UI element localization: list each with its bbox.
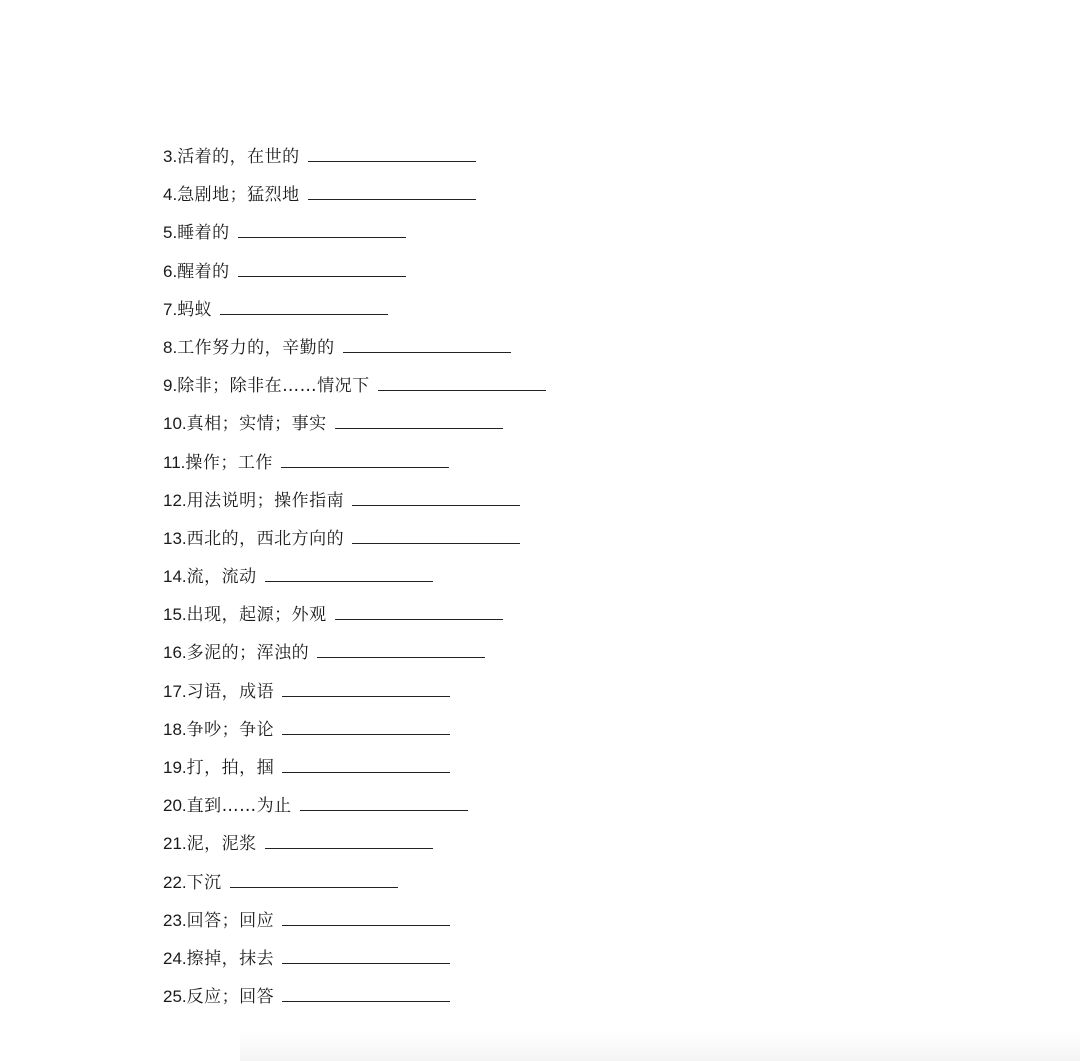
- list-item: [163, 601, 546, 639]
- item-prompt: 下沉: [186, 872, 222, 893]
- item-number: 9.: [163, 376, 178, 396]
- list-item: [163, 181, 546, 219]
- answer-blank[interactable]: [265, 563, 433, 582]
- item-prompt: 直到……为止: [186, 796, 292, 817]
- answer-blank[interactable]: [282, 983, 450, 1002]
- list-item: [163, 410, 546, 448]
- item-number: 15.: [163, 605, 187, 625]
- answer-blank[interactable]: [238, 258, 406, 277]
- item-number: 7.: [163, 299, 178, 319]
- answer-blank[interactable]: [335, 410, 503, 429]
- item-prompt: 急剧地；猛烈地: [177, 185, 300, 206]
- list-item: [163, 792, 546, 830]
- item-prompt: 真相；实情；事实: [186, 414, 327, 435]
- page-edge-shadow: [240, 1030, 1080, 1061]
- list-item: [163, 754, 546, 792]
- answer-blank[interactable]: [308, 181, 476, 200]
- answer-blank[interactable]: [378, 372, 546, 391]
- answer-blank[interactable]: [238, 219, 406, 238]
- item-number: 11.: [163, 452, 186, 472]
- list-item: [163, 907, 546, 945]
- answer-blank[interactable]: [265, 830, 433, 849]
- item-number: 12.: [163, 490, 187, 510]
- item-prompt: 睡着的: [177, 223, 230, 244]
- item-prompt: 出现，起源；外观: [186, 605, 327, 626]
- item-number: 19.: [163, 758, 187, 777]
- list-item: [163, 334, 546, 372]
- item-prompt: 活着的，在世的: [177, 147, 300, 167]
- answer-blank[interactable]: [282, 945, 450, 964]
- item-prompt: 操作；工作: [185, 452, 273, 473]
- item-prompt: 除非；除非在……情况下: [177, 376, 370, 397]
- answer-blank[interactable]: [343, 334, 511, 353]
- list-item: [163, 487, 546, 525]
- list-item: [163, 449, 546, 487]
- answer-blank[interactable]: [352, 525, 520, 544]
- list-item: [163, 143, 546, 181]
- list-item: [163, 639, 546, 677]
- answer-blank[interactable]: [308, 143, 476, 162]
- list-item: [163, 678, 546, 716]
- answer-blank[interactable]: [282, 907, 450, 926]
- list-item: [163, 945, 546, 983]
- list-item: [163, 372, 546, 410]
- item-number: 21.: [163, 834, 187, 854]
- list-item: [163, 983, 546, 1021]
- item-prompt: 反应；回答: [186, 987, 275, 1008]
- item-number: 16.: [163, 643, 187, 663]
- answer-blank[interactable]: [300, 792, 468, 811]
- item-number: 24.: [163, 948, 187, 968]
- item-prompt: 争吵；争论: [186, 719, 275, 740]
- item-prompt: 西北的，西北方向的: [186, 528, 345, 549]
- answer-blank[interactable]: [220, 296, 388, 315]
- item-prompt: 多泥的；浑浊的: [186, 643, 310, 664]
- list-item: [163, 830, 546, 868]
- item-number: 22.: [163, 872, 187, 892]
- item-number: 25.: [163, 987, 187, 1007]
- answer-blank[interactable]: [352, 487, 520, 506]
- list-item: [163, 525, 546, 563]
- item-number: 20.: [163, 796, 187, 816]
- vocabulary-list: [163, 143, 546, 1021]
- item-prompt: 醒着的: [177, 261, 230, 282]
- item-number: 18.: [163, 719, 187, 739]
- item-number: 10.: [163, 414, 187, 434]
- item-prompt: 擦掉，抹去: [186, 948, 275, 969]
- item-prompt: 回答；回应: [186, 910, 275, 931]
- item-number: 6.: [163, 261, 178, 281]
- item-number: 8.: [163, 337, 178, 357]
- item-number: 13.: [163, 528, 187, 548]
- item-prompt: 工作努力的，辛勤的: [177, 337, 335, 358]
- item-prompt: 打，拍，掴: [186, 758, 275, 778]
- answer-blank[interactable]: [230, 869, 398, 888]
- item-prompt: 蚂蚁: [177, 299, 213, 320]
- item-prompt: 泥，泥浆: [186, 834, 257, 855]
- item-prompt: 流，流动: [186, 567, 257, 588]
- answer-blank[interactable]: [282, 716, 450, 735]
- answer-blank[interactable]: [317, 639, 485, 658]
- item-number: 14.: [163, 567, 187, 587]
- answer-blank[interactable]: [282, 754, 450, 773]
- item-number: 17.: [163, 681, 187, 701]
- item-number: 3.: [163, 147, 178, 166]
- answer-blank[interactable]: [282, 678, 450, 697]
- list-item: [163, 258, 546, 296]
- answer-blank[interactable]: [335, 601, 503, 620]
- item-prompt: 用法说明；操作指南: [186, 490, 345, 511]
- list-item: [163, 296, 546, 334]
- item-prompt: 习语，成语: [186, 681, 275, 702]
- list-item: [163, 869, 546, 907]
- item-number: 5.: [163, 223, 178, 243]
- list-item: [163, 219, 546, 257]
- list-item: [163, 716, 546, 754]
- list-item: [163, 563, 546, 601]
- answer-blank[interactable]: [281, 449, 449, 468]
- item-number: 23.: [163, 910, 187, 930]
- item-number: 4.: [163, 185, 178, 205]
